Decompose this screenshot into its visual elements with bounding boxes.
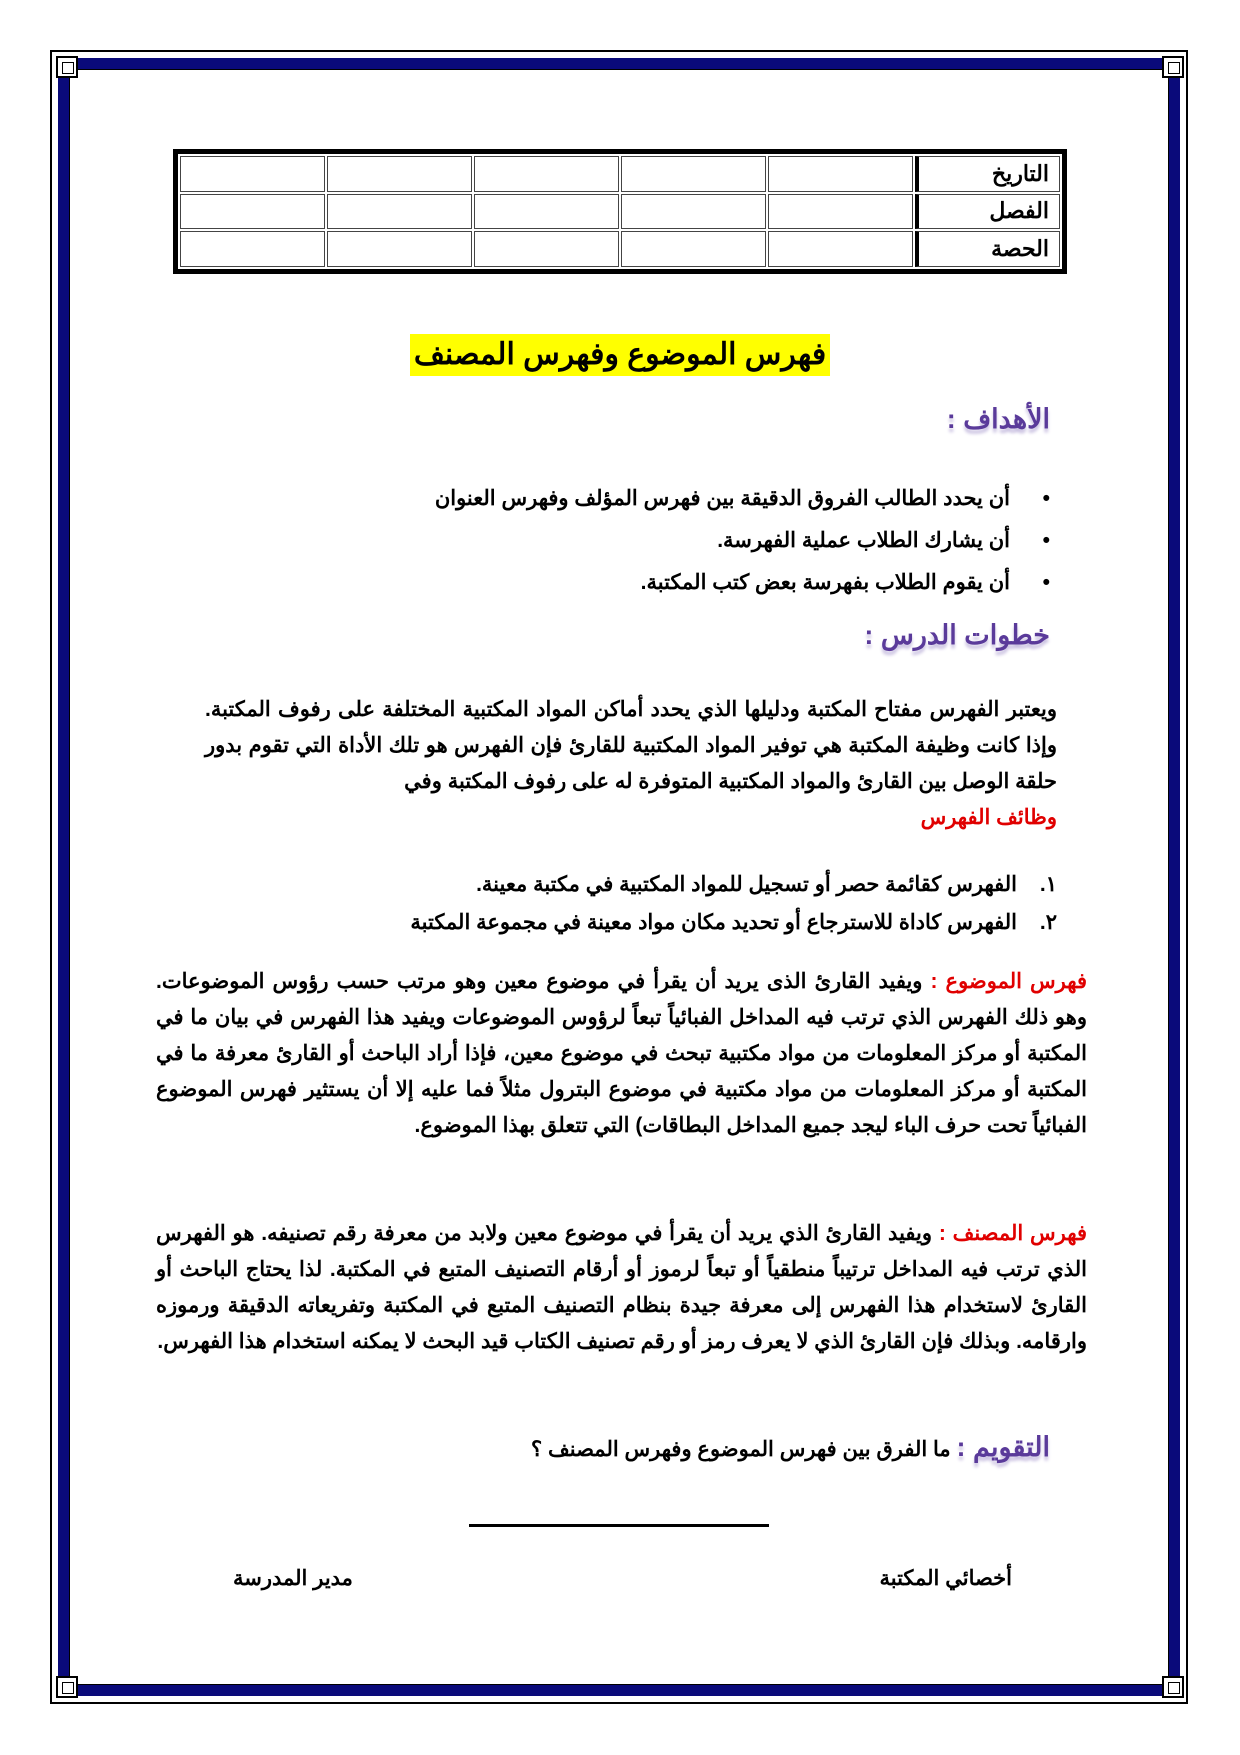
- table-cell[interactable]: [474, 156, 619, 192]
- table-cell[interactable]: [180, 231, 325, 267]
- corner-ornament: [1162, 56, 1184, 78]
- list-item: • أن يشارك الطلاب عملية الفهرسة.: [435, 520, 1010, 562]
- classified-catalog-label: فهرس المصنف :: [938, 1222, 1087, 1245]
- objectives-heading: الأهداف :: [946, 404, 1050, 434]
- list-item: ١.الفهرس كقائمة حصر أو تسجيل للمواد المكتبية في مكتبة معينة.: [476, 873, 1057, 896]
- intro-paragraph: [205, 692, 1057, 836]
- table-row: [180, 194, 1060, 230]
- list-item: • أن يقوم الطلاب بفهرسة بعض كتب المكتبة.: [435, 562, 1010, 604]
- corner-ornament: [56, 1676, 78, 1698]
- table-cell[interactable]: [327, 194, 472, 230]
- subject-catalog-label: فهرس الموضوع :: [930, 970, 1087, 993]
- row-label-period: الحصة: [915, 231, 1060, 267]
- functions-label: وظائف الفهرس: [920, 806, 1057, 829]
- corner-ornament: [1162, 1676, 1184, 1698]
- corner-ornament: [56, 56, 78, 78]
- table-cell[interactable]: [327, 231, 472, 267]
- evaluation: [531, 1432, 1050, 1463]
- table-row: [180, 156, 1060, 192]
- row-label-class: الفصل: [915, 194, 1060, 230]
- classified-catalog-paragraph: [156, 1216, 1087, 1360]
- evaluation-heading: التقويم :: [956, 1432, 1050, 1462]
- list-item: • أن يحدد الطالب الفروق الدقيقة بين فهرس المؤلف وفهرس العنوان: [435, 478, 1010, 520]
- principal-signature-label: مدير المدرسة: [233, 1567, 353, 1590]
- subject-catalog-text: ويفيد القارئ الذى يريد أن يقرأ في موضوع معين وهو مرتب حسب رؤوس الموضوعات. وهو ذلك الفهرس الذي ترتب فيه المداخل الفبائياً تبعاً لرؤوس الموضوعات ويفيد هذا الفهرس في بيان ما في المكتبة أو مركز المعلومات من مواد مكتبية تبحث في موضوع معين، فإذا أراد الباحث أو القارئ معرفة ما في المكتبة أو مركز المعلومات من مواد مكتبية في موضوع البترول مثلاً فما عليه إلا أن يستثير فهرس الموضوع الفبائياً تحت حرف الباء ليجد جميع المداخل البطاقات) التي تتعلق بهذا الموضوع.: [156, 970, 1087, 1137]
- evaluation-question: ما الفرق بين فهرس الموضوع وفهرس المصنف ؟: [531, 1438, 951, 1461]
- functions-list: [410, 866, 1057, 942]
- table-cell[interactable]: [621, 194, 766, 230]
- classified-catalog-text: ويفيد القارئ الذي يريد أن يقرأ في موضوع معين ولابد من معرفة رقم تصنيفه. هو الفهرس الذي ترتب فيه المداخل ترتيباً منطقياً أو تبعاً لرموز أو أرقام التصنيف المتبع في المكتبة. لذا يحتاج الباحث أو القارئ لاستخدام هذا الفهرس إلى معرفة جيدة بنظام التصنيف المتبع في المكتبة وتفريعاته الدقيقة ورموزه وارقامه. وبذلك فإن القارئ الذي لا يعرف رمز أو رقم تصنيف الكتاب قيد البحث لا يمكنه استخدام هذا الفهرس.: [156, 1222, 1087, 1353]
- table-cell[interactable]: [768, 156, 913, 192]
- table-cell[interactable]: [474, 231, 619, 267]
- table-cell[interactable]: [621, 156, 766, 192]
- librarian-signature-label: أخصائي المكتبة: [879, 1567, 1012, 1590]
- intro-text: ويعتبر الفهرس مفتاح المكتبة ودليلها الذي يحدد أماكن المواد المكتبية المختلفة على رفوف المكتبة. وإذا كانت وظيفة المكتبة هي توفير المواد المكتبية للقارئ فإن الفهرس هو تلك الأداة التي تقوم بدور حلقة الوصل بين القارئ والمواد المكتبية المتوفرة له على رفوف المكتبة وفي: [205, 698, 1057, 793]
- table-cell[interactable]: [768, 194, 913, 230]
- objectives-list: [435, 478, 1010, 604]
- table-row: [180, 231, 1060, 267]
- list-item: ٢.الفهرس كاداة للاسترجاع أو تحديد مكان مواد معينة في مجموعة المكتبة: [410, 911, 1057, 934]
- table-cell[interactable]: [621, 231, 766, 267]
- table-cell[interactable]: [768, 231, 913, 267]
- page-title: فهرس الموضوع وفهرس المصنف: [410, 334, 830, 376]
- table-cell[interactable]: [474, 194, 619, 230]
- table-cell[interactable]: [180, 156, 325, 192]
- row-label-date: التاريخ: [915, 156, 1060, 192]
- divider-line: [469, 1524, 769, 1527]
- subject-catalog-paragraph: [156, 964, 1087, 1144]
- header-info-table: [173, 149, 1067, 274]
- lesson-steps-heading: خطوات الدرس :: [864, 620, 1050, 650]
- table-cell[interactable]: [180, 194, 325, 230]
- table-cell[interactable]: [327, 156, 472, 192]
